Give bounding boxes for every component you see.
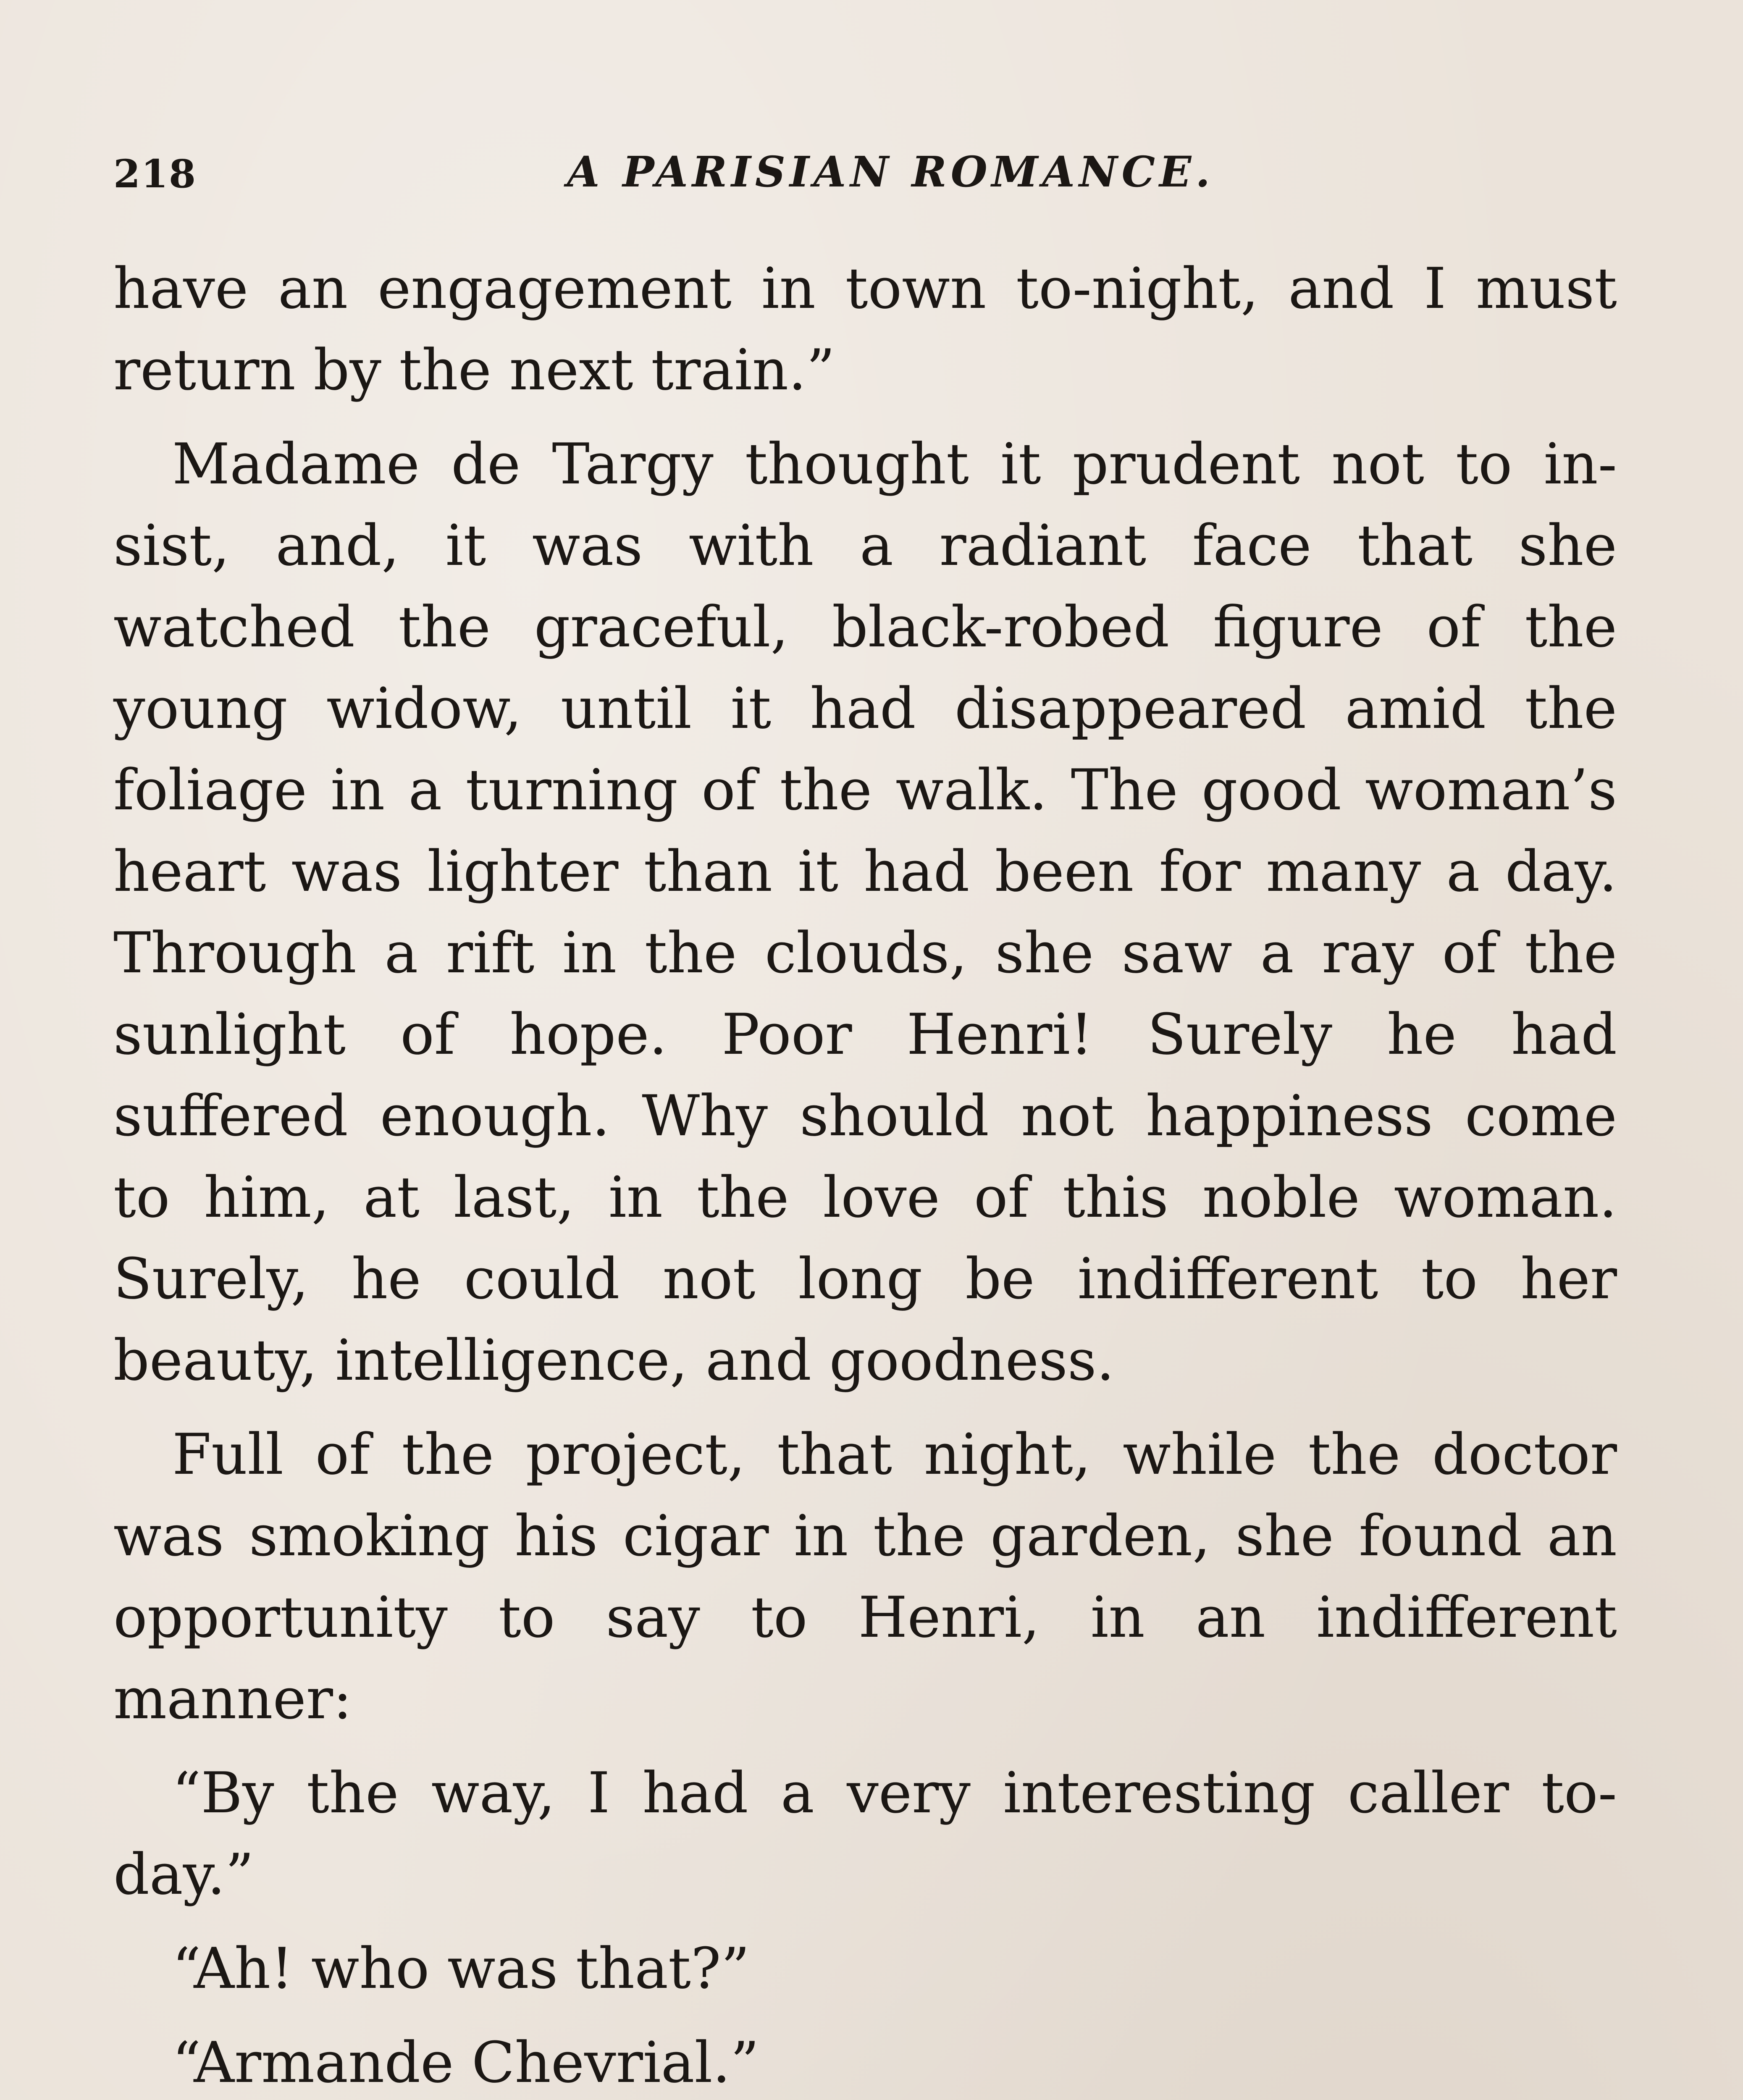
text-line: beauty, intelligence, and goodness.: [113, 1328, 1115, 1393]
text-line: young widow, until it had disappeared amid the: [113, 676, 1617, 741]
text-line: Surely, he could not long be indifferent to her: [113, 1246, 1617, 1312]
text-line: have an engagement in town to-night, and I must: [113, 256, 1617, 321]
page-number: 218: [113, 151, 197, 197]
text-line: sunlight of hope. Poor Henri! Surely he had: [113, 1002, 1617, 1067]
text-line: to him, at last, in the love of this noble woman.: [113, 1165, 1617, 1230]
text-line: Madame de Targy thought it prudent not to in-: [172, 431, 1617, 497]
body-text: [113, 248, 1617, 2100]
text-line: foliage in a turning of the walk. The good woman’s: [113, 757, 1617, 823]
text-line: opportunity to say to Henri, in an indifferent: [113, 1585, 1617, 1650]
text-line: was smoking his cigar in the garden, she found an: [113, 1503, 1617, 1569]
text-line: “By the way, I had a very interesting caller to-: [172, 1760, 1617, 1826]
text-line: sist, and, it was with a radiant face that she: [113, 513, 1617, 578]
paragraph: [113, 2022, 1617, 2100]
text-line: suffered enough. Why should not happiness come: [113, 1083, 1617, 1149]
running-title: A PARISIAN ROMANCE.: [567, 147, 1215, 197]
page-header: [113, 143, 1617, 210]
paragraph: [113, 248, 1617, 411]
paragraph: [113, 1752, 1617, 1915]
text-line: Full of the project, that night, while the doctor: [172, 1422, 1617, 1487]
text-line: manner:: [113, 1666, 352, 1732]
paragraph: [113, 1414, 1617, 1740]
text-line: “Ah! who was that?”: [172, 1936, 750, 2001]
text-line: watched the graceful, black-robed figure of the: [113, 594, 1617, 660]
text-line: “Armande Chevrial.”: [172, 2030, 759, 2095]
paragraph: [113, 1928, 1617, 2009]
text-line: return by the next train.”: [113, 337, 835, 403]
text-line: day.”: [113, 1842, 254, 1907]
text-line: heart was lighter than it had been for many a day.: [113, 839, 1617, 904]
text-line: Through a rift in the clouds, she saw a ray of the: [113, 920, 1617, 986]
paragraph: [113, 423, 1617, 1401]
